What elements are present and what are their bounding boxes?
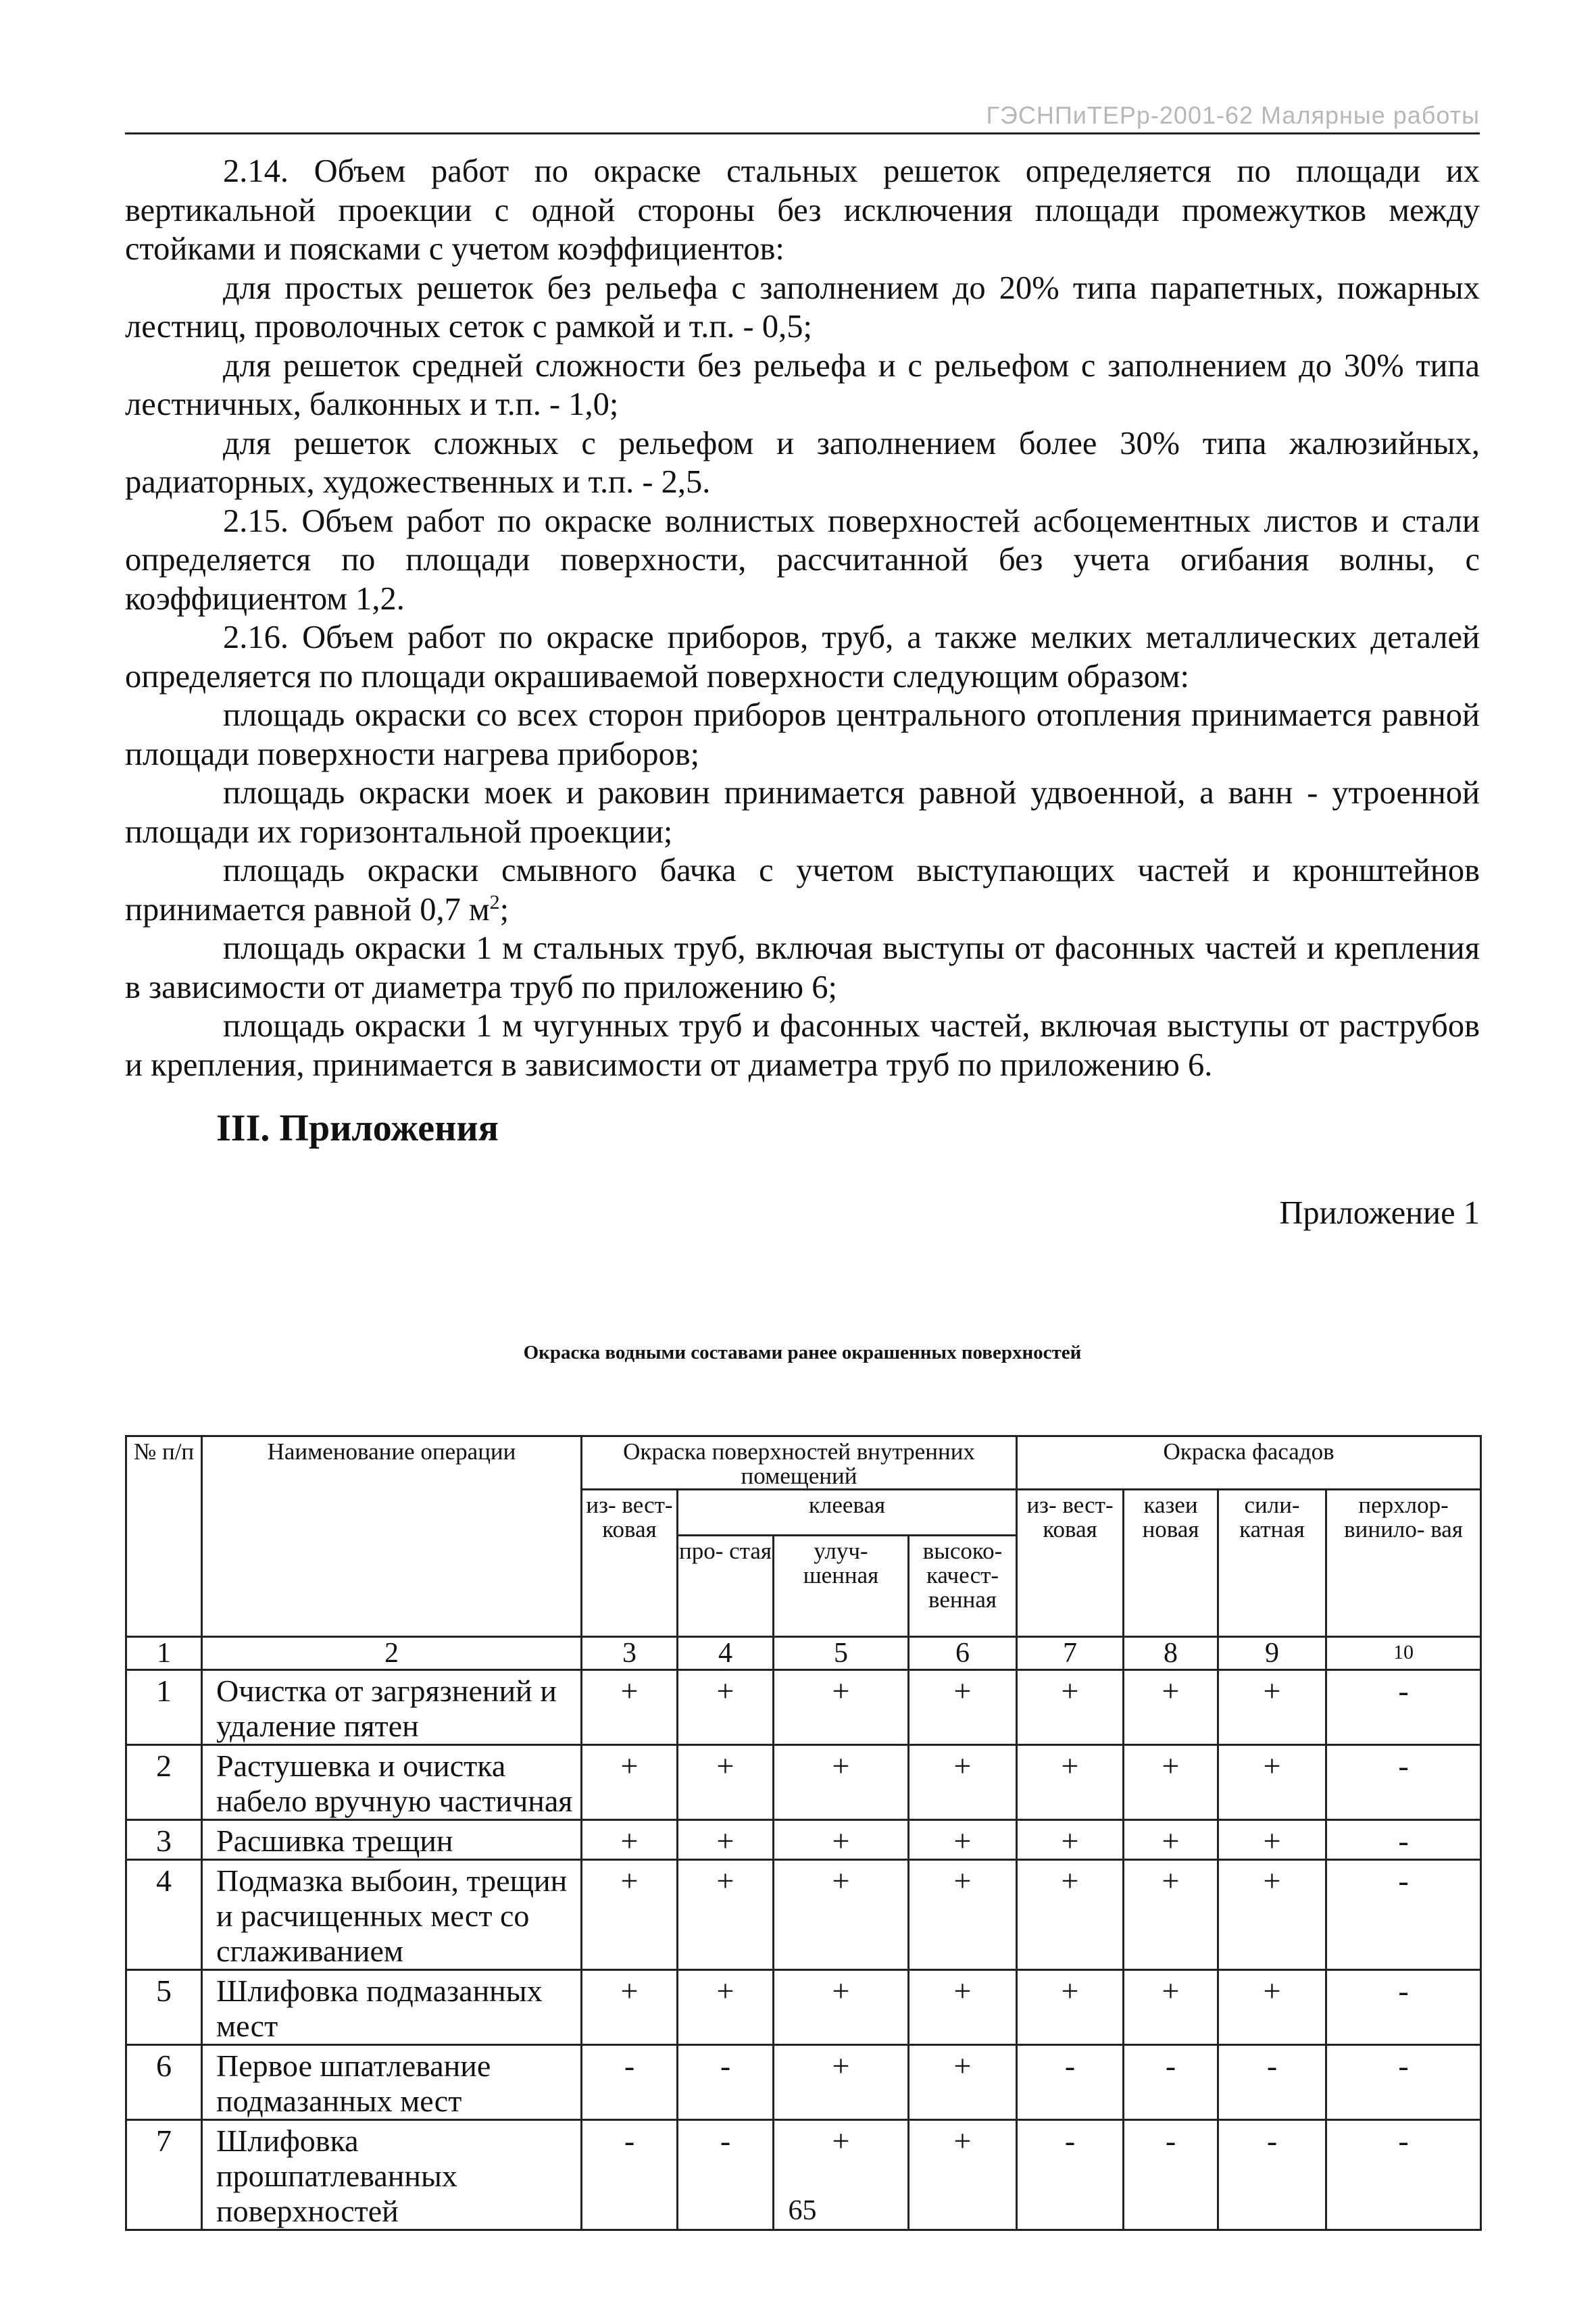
column-number: 1 — [126, 1637, 202, 1670]
header-interior: Окраска поверхностей внутренних помещений — [582, 1436, 1017, 1490]
cell-value: + — [1124, 1745, 1218, 1820]
superscript: 2 — [489, 890, 500, 913]
cell-value: + — [774, 1670, 909, 1745]
cell-value: - — [1326, 1820, 1481, 1860]
cell-value: + — [1017, 1670, 1124, 1745]
cell-value: + — [1017, 1860, 1124, 1970]
cell-value: - — [582, 2045, 678, 2120]
cell-value: + — [1017, 1820, 1124, 1860]
paragraph-2-15: 2.15. Объем работ по окраске волнистых поверхностей асбоцементных листов и стали определяется по площади поверхности, рассчитанной без учета огибания волны, с коэффициентом 1,2. — [125, 503, 1480, 617]
operation-name: Подмазка выбоин, трещин и расчищенных мест со сглаживанием — [202, 1860, 582, 1970]
cell-value: - — [1326, 2120, 1481, 2230]
row-number: 6 — [126, 2045, 202, 2120]
cell-value: + — [909, 1860, 1017, 1970]
cell-value: + — [1218, 1820, 1326, 1860]
cell-value: + — [909, 1745, 1017, 1820]
cell-value: - — [1017, 2045, 1124, 2120]
header-glue-simple: про- стая — [678, 1536, 774, 1637]
cell-value: - — [1326, 1860, 1481, 1970]
cell-value: + — [1017, 1970, 1124, 2045]
cell-value: + — [582, 1745, 678, 1820]
column-number: 5 — [774, 1637, 909, 1670]
paragraph-2-16-sinks: площадь окраски моек и раковин принимается равной удвоенной, а ванн - утроенной площади их горизонтальной проекции; — [125, 775, 1480, 850]
cell-value: - — [1326, 2045, 1481, 2120]
header-fac-lime: из- вест- ковая — [1017, 1490, 1124, 1637]
header-int-glue: клеевая — [678, 1490, 1017, 1536]
paragraph-2-16-steel-pipes: площадь окраски 1 м стальных труб, включая выступы от фасонных частей и крепления в зависимости от диаметра труб по приложению 6; — [125, 930, 1480, 1005]
cell-value: + — [909, 1970, 1017, 2045]
header-int-lime: из- вест- ковая — [582, 1490, 678, 1637]
paragraph-2-16-cast-iron-pipes: площадь окраски 1 м чугунных труб и фасонных частей, включая выступы от раструбов и крепления, принимается в зависимости от диаметра труб по приложению 6. — [125, 1008, 1480, 1083]
cell-value: + — [909, 2045, 1017, 2120]
header-name: Наименование операции — [202, 1436, 582, 1637]
cell-value: + — [678, 1860, 774, 1970]
cell-value: + — [774, 1820, 909, 1860]
operation-name: Первое шпатлевание подмазанных мест — [202, 2045, 582, 2120]
row-number: 4 — [126, 1860, 202, 1970]
header-num: № п/п — [126, 1436, 202, 1637]
page-number: 65 — [788, 2195, 817, 2226]
cell-value: + — [774, 1970, 909, 2045]
body-text — [125, 152, 1480, 1084]
cell-value: + — [774, 1860, 909, 1970]
section-heading: III. Приложения — [216, 1107, 499, 1149]
cell-value: + — [1017, 1745, 1124, 1820]
cell-value: + — [1124, 1670, 1218, 1745]
table-row — [126, 1820, 1481, 1860]
operation-name: Расшивка трещин — [202, 1820, 582, 1860]
column-number: 10 — [1326, 1637, 1481, 1670]
column-number: 6 — [909, 1637, 1017, 1670]
row-number: 5 — [126, 1970, 202, 2045]
cell-value: - — [1326, 1745, 1481, 1820]
column-number: 2 — [202, 1637, 582, 1670]
cell-value: - — [1326, 1670, 1481, 1745]
cell-value: + — [582, 1970, 678, 2045]
cell-value: + — [1218, 1860, 1326, 1970]
paragraph-2-16-tank — [125, 851, 1480, 929]
header-facade: Окраска фасадов — [1017, 1436, 1481, 1490]
cell-value: + — [909, 2120, 1017, 2230]
table-row — [126, 2045, 1481, 2120]
cell-value: + — [909, 1670, 1017, 1745]
paragraph-2-16-tank-text: площадь окраски смывного бачка с учетом выступающих частей и кронштейнов принимается равной 0,7 м — [125, 853, 1480, 928]
header-fac-casein: казеи новая — [1124, 1490, 1218, 1637]
cell-value: + — [678, 1820, 774, 1860]
paragraph-2-14-simple: для простых решеток без рельефа с заполнением до 20% типа парапетных, пожарных лестниц, проволочных сеток с рамкой и т.п. - 0,5; — [125, 270, 1480, 345]
cell-value: + — [1124, 1970, 1218, 2045]
header-glue-high: высоко- качест- венная — [909, 1536, 1017, 1637]
row-number: 7 — [126, 2120, 202, 2230]
paragraph-2-16: 2.16. Объем работ по окраске приборов, труб, а также мелких металлических деталей определяется по площади окрашиваемой поверхности следующим образом: — [125, 620, 1480, 695]
cell-value: + — [582, 1820, 678, 1860]
paragraph-2-16-tank-end: ; — [499, 891, 509, 928]
cell-value: + — [678, 1970, 774, 2045]
row-number: 2 — [126, 1745, 202, 1820]
table-row — [126, 1860, 1481, 1970]
table-row — [126, 1670, 1481, 1745]
cell-value: - — [1326, 1970, 1481, 2045]
cell-value: - — [1218, 2120, 1326, 2230]
header-fac-silicate: сили- катная — [1218, 1490, 1326, 1637]
table-row — [126, 1970, 1481, 2045]
table-title: Окраска водными составами ранее окрашенных поверхностей — [523, 1342, 1082, 1363]
cell-value: + — [1218, 1970, 1326, 2045]
operation-name: Шлифовка подмазанных мест — [202, 1970, 582, 2045]
cell-value: + — [1124, 1860, 1218, 1970]
cell-value: + — [582, 1860, 678, 1970]
header-fac-perchlor: перхлор- винило- вая — [1326, 1490, 1481, 1637]
cell-value: + — [774, 2045, 909, 2120]
cell-value: - — [1017, 2120, 1124, 2230]
column-number: 7 — [1017, 1637, 1124, 1670]
cell-value: + — [1124, 1820, 1218, 1860]
cell-value: + — [909, 1820, 1017, 1860]
row-number: 3 — [126, 1820, 202, 1860]
paragraph-2-14: 2.14. Объем работ по окраске стальных решеток определяется по площади их вертикальной проекции с одной стороны без исключения площади промежутков между стойками и поясками с учетом коэффициентов: — [125, 153, 1480, 267]
cell-value: - — [582, 2120, 678, 2230]
operation-name: Шлифовка прошпатлеванных поверхностей — [202, 2120, 582, 2230]
cell-value: + — [774, 1745, 909, 1820]
cell-value: + — [774, 2120, 909, 2230]
cell-value: + — [582, 1670, 678, 1745]
table-row — [126, 1745, 1481, 1820]
paragraph-2-16-heaters: площадь окраски со всех сторон приборов центрального отопления принимается равной площади поверхности нагрева приборов; — [125, 697, 1480, 772]
running-title: ГЭСНПиТЕРр-2001-62 Малярные работы — [986, 101, 1480, 129]
header-glue-improved: улуч- шенная — [774, 1536, 909, 1637]
operations-table — [125, 1435, 1482, 2231]
column-number: 8 — [1124, 1637, 1218, 1670]
operation-name: Очистка от загрязнений и удаление пятен — [202, 1670, 582, 1745]
column-number: 3 — [582, 1637, 678, 1670]
cell-value: - — [678, 2045, 774, 2120]
cell-value: - — [1124, 2120, 1218, 2230]
paragraph-2-14-complex: для решеток сложных с рельефом и заполнением более 30% типа жалюзийных, радиаторных, художественных и т.п. - 2,5. — [125, 425, 1480, 500]
appendix-label: Приложение 1 — [1279, 1195, 1480, 1231]
column-number: 4 — [678, 1637, 774, 1670]
cell-value: - — [1124, 2045, 1218, 2120]
cell-value: + — [678, 1745, 774, 1820]
cell-value: + — [1218, 1745, 1326, 1820]
paragraph-2-14-medium: для решеток средней сложности без рельефа и с рельефом с заполнением до 30% типа лестничных, балконных и т.п. - 1,0; — [125, 347, 1480, 422]
row-number: 1 — [126, 1670, 202, 1745]
header-rule — [125, 132, 1480, 134]
cell-value: + — [678, 1670, 774, 1745]
column-number: 9 — [1218, 1637, 1326, 1670]
cell-value: - — [1218, 2045, 1326, 2120]
cell-value: + — [1218, 1670, 1326, 1745]
cell-value: - — [678, 2120, 774, 2230]
operation-name: Растушевка и очистка набело вручную частичная — [202, 1745, 582, 1820]
